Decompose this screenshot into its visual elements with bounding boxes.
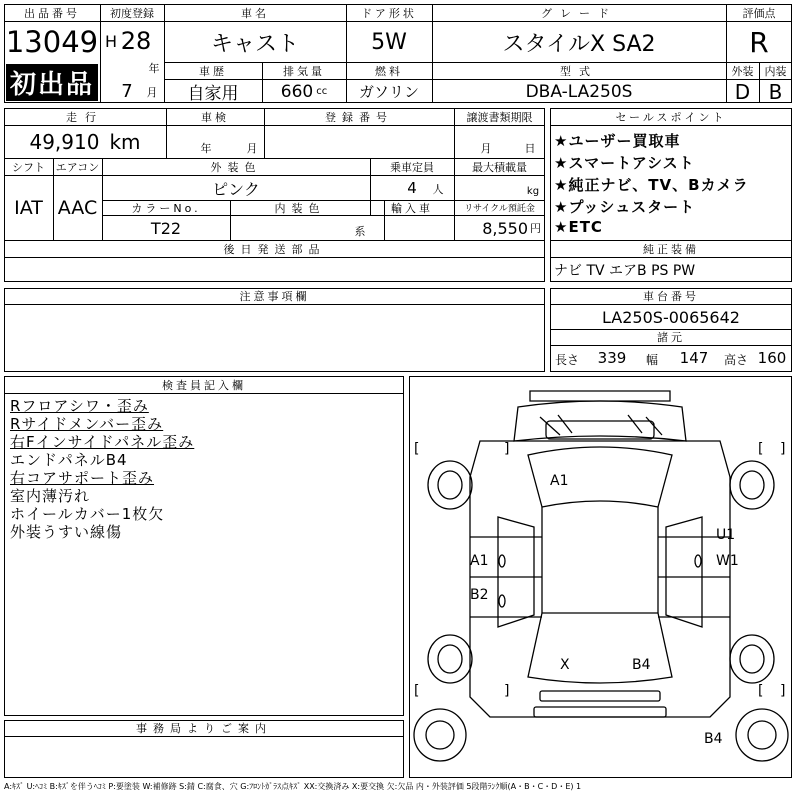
inspector-label: 検査員記入欄 bbox=[162, 378, 246, 392]
specs-label: 諸元 bbox=[657, 331, 685, 344]
height: 160 bbox=[757, 349, 787, 367]
car-name-label: 車名 bbox=[241, 6, 269, 20]
inspection-month-unit: 月 bbox=[246, 142, 258, 155]
shift: IAT bbox=[14, 197, 43, 219]
vehicle-history: 自家用 bbox=[187, 84, 239, 104]
fuel-label: 燃料 bbox=[375, 64, 403, 78]
bracket-mark: ] bbox=[780, 441, 786, 457]
era: H bbox=[104, 31, 118, 51]
capacity-label: 乗車定員 bbox=[390, 160, 434, 174]
inspector-line: Rサイドメンバー歪み bbox=[10, 415, 164, 433]
inspection-year-unit: 年 bbox=[200, 142, 212, 155]
displacement-value: 660 bbox=[280, 81, 314, 102]
bracket-mark: [ bbox=[758, 441, 764, 457]
inspector-line: 右Fインサイドパネル歪み bbox=[10, 433, 195, 451]
selling-point-item: ★プッシュスタート bbox=[554, 198, 696, 216]
selling-point-item: ★ETC bbox=[554, 218, 603, 236]
selling-point-item: ★ユーザー買取車 bbox=[554, 132, 681, 150]
history-label: 車歴 bbox=[199, 64, 227, 78]
inspector-line: 右コアサポート歪み bbox=[10, 469, 155, 487]
length-label: 長さ bbox=[554, 352, 579, 367]
selling-points-label: セールスポイント bbox=[615, 110, 727, 124]
later-parts-label: 後日発送部品 bbox=[223, 242, 326, 256]
damage-mark: B4 bbox=[704, 731, 723, 747]
plate-label: 登録番号 bbox=[325, 110, 393, 124]
office-label: 事務局よりご案内 bbox=[136, 722, 272, 735]
interior-score-label: 内装 bbox=[764, 64, 787, 78]
ac-label: エアコン bbox=[55, 160, 100, 174]
model-code: DBA-LA250S bbox=[525, 81, 633, 102]
mileage-unit: km bbox=[109, 130, 141, 154]
damage-mark: B4 bbox=[632, 657, 651, 673]
door-label: ドア形状 bbox=[361, 6, 417, 20]
transfer-month-unit: 月 bbox=[480, 142, 492, 155]
displacement-label: 排気量 bbox=[283, 64, 325, 78]
grade-label: グレード bbox=[541, 6, 617, 20]
legend: A:ｷｽﾞ U:ﾍｺﾐ B:ｷｽﾞを伴うﾍｺﾐ P:要塗装 W:補修跡 S:錆 C:腐食、穴 G:ﾌﾛﾝﾄｶﾞﾗｽ点ｷｽﾞ XX:交換済み X:要交換 欠:欠品 内・外装評価 5段階ﾗﾝｸ順(A・B・C・D・E) 1 bbox=[4, 782, 582, 791]
car-name: キャスト bbox=[210, 31, 299, 57]
first-registration-label: 初度登録 bbox=[110, 6, 154, 20]
max-load-unit: kg bbox=[526, 185, 540, 197]
length: 339 bbox=[597, 349, 627, 367]
month-unit: 月 bbox=[146, 86, 158, 99]
displacement bbox=[262, 80, 346, 103]
bracket-mark: ] bbox=[780, 683, 786, 699]
damage-mark: U1 bbox=[716, 527, 736, 543]
car-diagram bbox=[410, 377, 791, 777]
exterior-color-label: 外装色 bbox=[210, 160, 262, 174]
interior-color-unit: 系 bbox=[354, 225, 366, 238]
exterior-color: ピンク bbox=[212, 179, 260, 199]
color-number-label: カラーNo. bbox=[131, 201, 201, 215]
chassis-label: 車台番号 bbox=[643, 290, 699, 303]
bracket-mark: [ bbox=[414, 683, 420, 699]
damage-mark: X bbox=[560, 657, 570, 673]
lot-number-label: 出品番号 bbox=[24, 6, 80, 20]
damage-mark: W1 bbox=[716, 553, 739, 569]
interior-color-label: 内装色 bbox=[274, 201, 326, 215]
bracket-mark: ] bbox=[504, 683, 510, 699]
door-type: 5W bbox=[371, 29, 407, 55]
bracket-mark: [ bbox=[414, 441, 420, 457]
overall-score: R bbox=[749, 25, 769, 59]
capacity-value: 4 bbox=[407, 179, 417, 197]
inspector-line: 外装うすい線傷 bbox=[10, 523, 123, 541]
registration-year: 28 bbox=[120, 27, 152, 55]
damage-mark: B2 bbox=[470, 587, 489, 603]
exterior-score-label: 外装 bbox=[731, 64, 754, 78]
mileage bbox=[4, 126, 166, 158]
recycle-deposit-value: 8,550 bbox=[482, 218, 528, 238]
grade: スタイルX SA2 bbox=[502, 31, 656, 57]
fuel: ガソリン bbox=[358, 83, 419, 101]
year-unit: 年 bbox=[148, 62, 160, 75]
inspector-line: エンドパネルB4 bbox=[10, 451, 128, 469]
inspection-label: 車検 bbox=[201, 110, 229, 124]
equipment-label: 純正装備 bbox=[643, 242, 699, 256]
mileage-value: 49,910 bbox=[29, 130, 100, 154]
color-number: T22 bbox=[150, 218, 182, 238]
width: 147 bbox=[679, 349, 709, 367]
transfer-docs-label: 譲渡書類期限 bbox=[466, 110, 533, 124]
registration-month: 7 bbox=[121, 80, 133, 102]
width-label: 幅 bbox=[645, 352, 658, 367]
selling-point-item: ★スマートアシスト bbox=[554, 154, 695, 172]
selling-point-item: ★純正ナビ、TV、Bカメラ bbox=[554, 176, 749, 194]
interior-score: B bbox=[768, 79, 783, 104]
recycle-deposit bbox=[454, 216, 545, 240]
bracket-mark: ] bbox=[504, 441, 510, 457]
capacity-unit: 人 bbox=[432, 183, 444, 196]
equipment-list: ナビ TV エアB PS PW bbox=[554, 263, 696, 279]
shift-label: シフト bbox=[12, 160, 45, 174]
notes-label: 注意事項欄 bbox=[239, 290, 310, 303]
lot-number: 13049 bbox=[5, 25, 99, 59]
bracket-mark: [ bbox=[758, 683, 764, 699]
recycle-deposit-label: リサイクル預託金 bbox=[464, 204, 535, 214]
transfer-day-unit: 日 bbox=[524, 142, 536, 155]
inspector-line: 室内薄汚れ bbox=[10, 487, 91, 505]
chassis-number: LA250S-0065642 bbox=[602, 307, 740, 327]
damage-mark: A1 bbox=[470, 553, 489, 569]
max-load-label: 最大積載量 bbox=[472, 160, 527, 174]
damage-mark: A1 bbox=[550, 473, 569, 489]
import-label: 輸入車 bbox=[391, 201, 433, 215]
recycle-deposit-unit: 円 bbox=[530, 222, 541, 235]
model-label: 型式 bbox=[560, 64, 598, 78]
inspector-line: Rフロアシワ・歪み bbox=[10, 397, 149, 415]
height-label: 高さ bbox=[723, 352, 748, 367]
score-label: 評価点 bbox=[742, 6, 776, 20]
mileage-label: 走行 bbox=[66, 110, 104, 124]
car-diagram-panel bbox=[409, 376, 792, 778]
displacement-unit: cc bbox=[316, 86, 328, 97]
exterior-score: D bbox=[734, 79, 751, 104]
inspector-line: ホイールカバー1枚欠 bbox=[10, 505, 165, 523]
air-conditioning: AAC bbox=[57, 197, 98, 219]
first-listing-badge: 初出品 bbox=[6, 64, 98, 101]
